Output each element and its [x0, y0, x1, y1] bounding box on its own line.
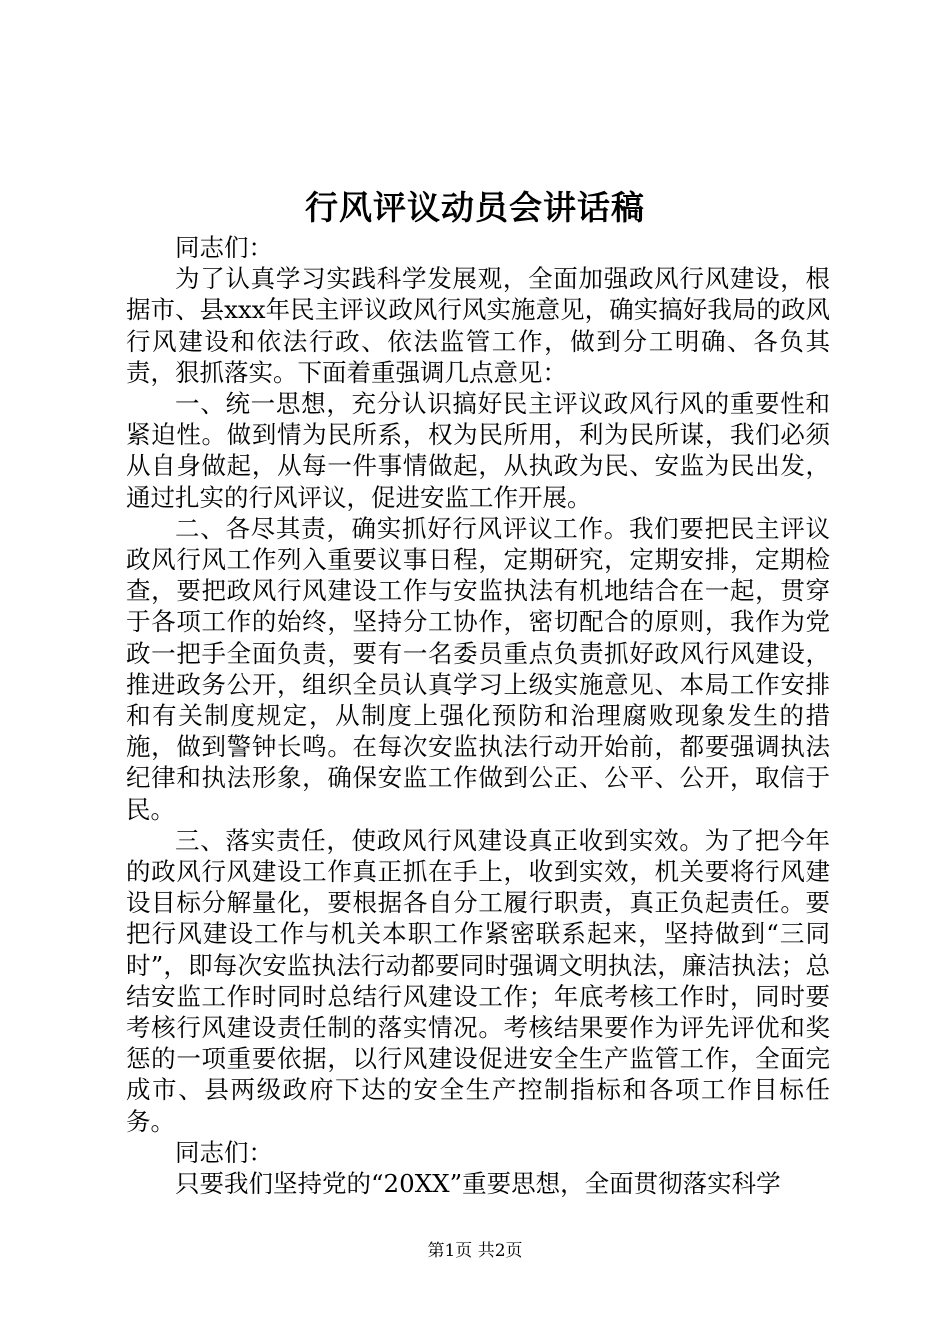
paragraph-intro: 为了认真学习实践科学发展观，全面加强政风行风建设，根据市、县xxx年民主评议政风行风实施意见，确实搞好我局的政风行风建设和依法行政、依法监管工作，做到分工明确、各负其责，狠抓落实。下面着重强调几点意见：	[126, 264, 830, 387]
paragraph-point-2: 二、各尽其责，确实抓好行风评议工作。我们要把民主评议政风行风工作列入重要议事日程，定期研究，定期安排，定期检查，要把政风行风建设工作与安监执法有机地结合在一起，贯穿于各项工作的始终，坚持分工协作，密切配合的原则，我作为党政一把手全面负责，要有一名委员重点负责抓好政风行风建设，推进政务公开，组织全员认真学习上级实施意见、本局工作安排和有关制度规定，从制度上强化预防和治理腐败现象发生的措施，做到警钟长鸣。在每次安监执法行动开始前，都要强调执法纪律和执法形象，确保安监工作做到公正、公平、公开，取信于民。	[126, 513, 830, 824]
paragraph-point-3: 三、落实责任，使政风行风建设真正收到实效。为了把今年的政风行风建设工作真正抓在手上，收到实效，机关要将行风建设目标分解量化，要根据各自分工履行职责，真正负起责任。要把行风建设工作与机关本职工作紧密联系起来，坚持做到“三同时”，即每次安监执法行动都要同时强调文明执法，廉洁执法；总结安监工作时同时总结行风建设工作；年底考核工作时，同时要考核行风建设责任制的落实情况。考核结果要作为评先评优和奖惩的一项重要依据，以行风建设促进安全生产监管工作，全面完成市、县两级政府下达的安全生产控制指标和各项工作目标任务。	[126, 825, 830, 1136]
page-number-footer: 第1页 共2页	[427, 1241, 523, 1261]
paragraph-point-1: 一、统一思想，充分认识搞好民主评议政风行风的重要性和紧迫性。做到情为民所系，权为民所用，利为民所谋，我们必须从自身做起，从每一件事情做起，从执政为民、安监为民出发，通过扎实的行风评议，促进安监工作开展。	[126, 389, 830, 512]
paragraph-closing: 只要我们坚持党的“20XX”重要思想，全面贯彻落实科学	[175, 1169, 781, 1199]
salutation-closing: 同志们：	[175, 1137, 273, 1167]
document-title: 行风评议动员会讲话稿	[305, 188, 645, 227]
salutation: 同志们：	[175, 233, 273, 262]
document-body	[126, 232, 830, 1199]
